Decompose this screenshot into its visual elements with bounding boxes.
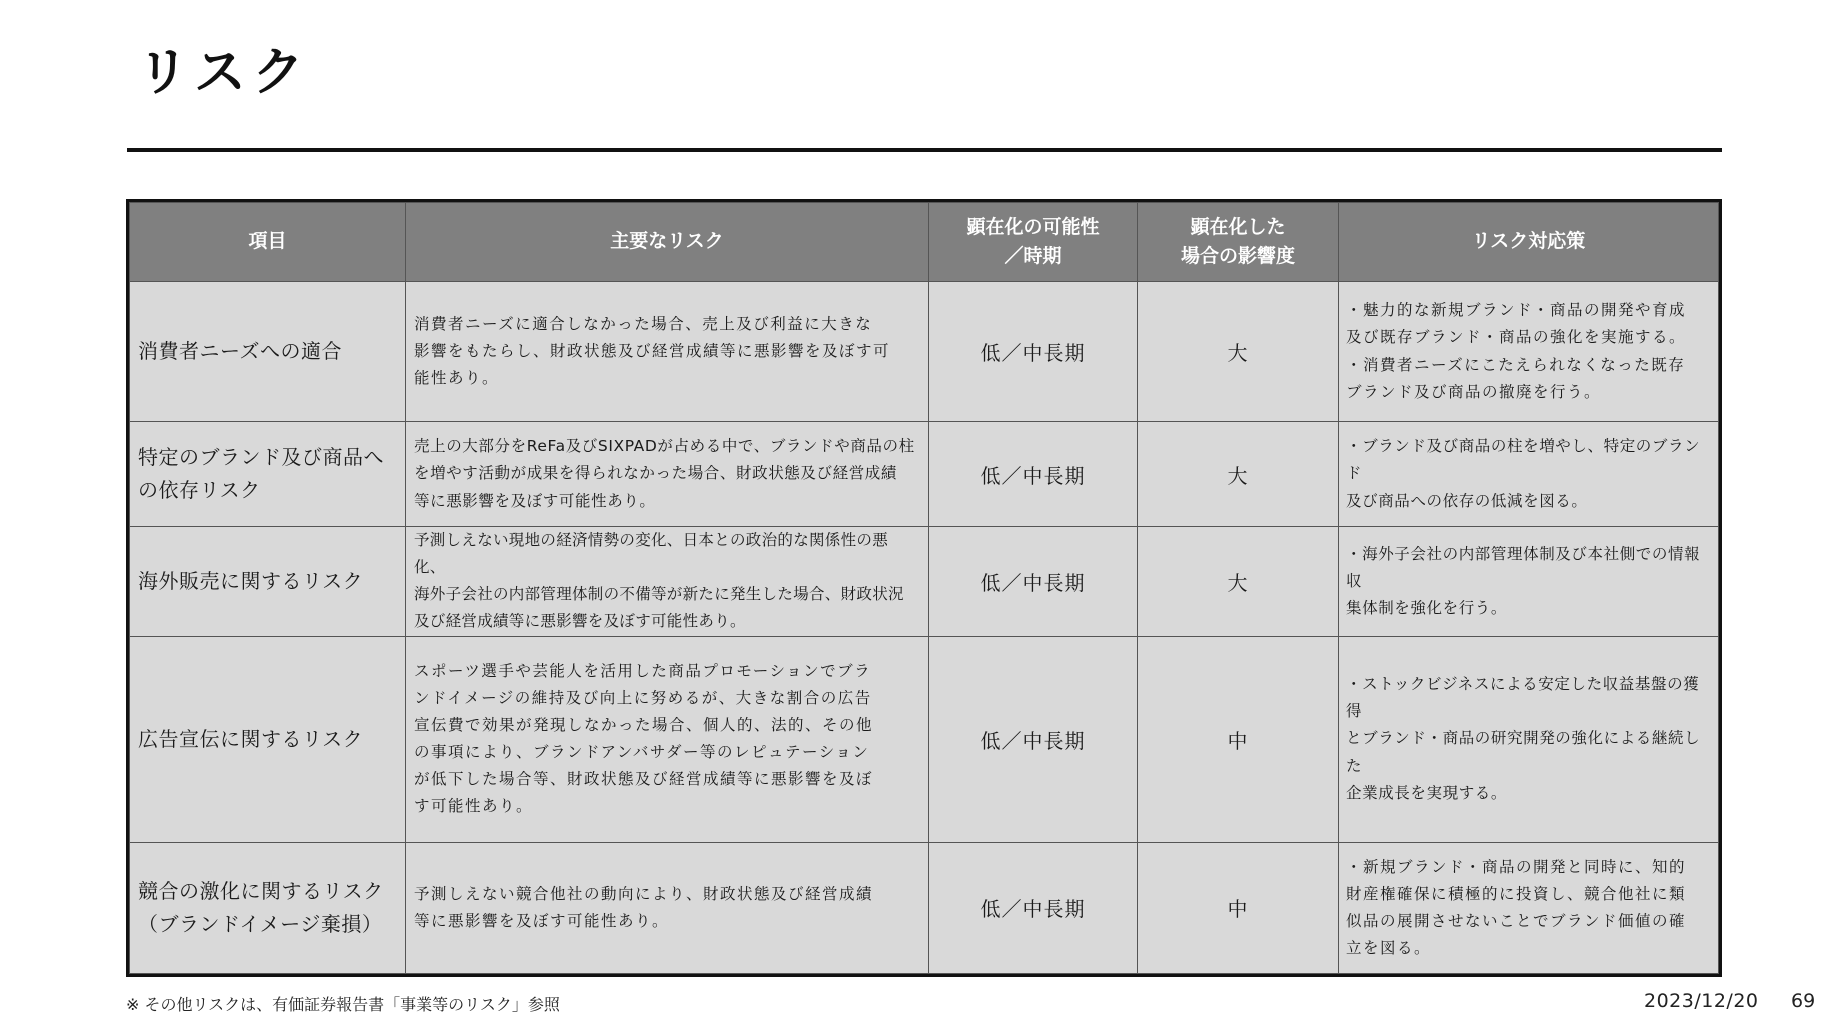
table-row <box>130 282 1719 422</box>
measure-line: ・消費者ニーズにこたえられなくなった既存 <box>1346 355 1686 374</box>
header-likelihood-line: ／時期 <box>1004 245 1062 267</box>
header-risk: 主要なリスク <box>406 203 929 282</box>
cell-item <box>130 422 406 527</box>
header-likelihood <box>929 203 1138 282</box>
header-impact <box>1138 203 1339 282</box>
cell-impact: 中 <box>1138 636 1339 842</box>
risk-table-container <box>126 199 1722 977</box>
slide-date: 2023/12/20 <box>1644 990 1759 1012</box>
risk-line: 予測しえない競合他社の動向により、財政状態及び経営成績 <box>414 884 874 903</box>
item-line: 海外販売に関するリスク <box>138 568 364 593</box>
measure-line: ・海外子会社の内部管理体制及び本社側での情報収 <box>1346 544 1701 590</box>
item-line: （ブランドイメージ棄損） <box>138 911 383 936</box>
cell-risk <box>406 636 929 842</box>
measure-line: ブランド及び商品の撤廃を行う。 <box>1346 382 1602 401</box>
header-likelihood-line: 顕在化の可能性 <box>966 215 1100 238</box>
table-row <box>130 422 1719 527</box>
measure-line: 企業成長を実現する。 <box>1346 783 1508 802</box>
table-row <box>130 636 1719 842</box>
header-impact-line: 場合の影響度 <box>1180 245 1295 267</box>
risk-line: 能性あり。 <box>414 369 500 388</box>
measure-line: 財産権確保に積極的に投資し、競合他社に類 <box>1346 884 1687 903</box>
cell-likelihood: 低／中長期 <box>929 527 1138 637</box>
measure-line: ・ストックビジネスによる安定した収益基盤の獲得 <box>1346 675 1700 721</box>
table-row <box>130 842 1719 974</box>
cell-measures <box>1339 282 1719 422</box>
measure-line: ・新規ブランド・商品の開発と同時に、知的 <box>1346 857 1687 876</box>
risk-line: 等に悪影響を及ぼす可能性あり。 <box>414 911 670 930</box>
header-measures: リスク対応策 <box>1339 203 1719 282</box>
cell-item <box>130 527 406 637</box>
footnote: ※ その他リスクは、有価証券報告書「事業等のリスク」参照 <box>126 995 560 1014</box>
risk-table-header <box>130 203 1719 282</box>
cell-risk <box>406 282 929 422</box>
measure-line: とブランド・商品の研究開発の強化による継続した <box>1346 729 1701 775</box>
measure-line: ・魅力的な新規ブランド・商品の開発や育成 <box>1346 301 1687 320</box>
risk-table-body <box>130 282 1719 974</box>
risk-line: 海外子会社の内部管理体制の不備等が新たに発生した場合、財政状況 <box>414 585 904 604</box>
risk-line: の事項により、ブランドアンバサダー等のレピュテーション <box>414 743 870 761</box>
item-line: 消費者ニーズへの適合 <box>138 339 342 363</box>
cell-risk <box>406 842 929 974</box>
measure-line: ・ブランド及び商品の柱を増やし、特定のブランド <box>1346 437 1701 483</box>
cell-likelihood: 低／中長期 <box>929 636 1138 842</box>
item-line: 競合の激化に関するリスク <box>138 878 384 903</box>
risk-line: 影響をもたらし、財政状態及び経営成績等に悪影響を及ぼす可 <box>414 341 891 360</box>
cell-item <box>130 636 406 842</box>
item-line: の依存リスク <box>138 478 261 502</box>
cell-measures <box>1339 422 1719 527</box>
risk-table <box>129 202 1719 974</box>
cell-measures <box>1339 842 1719 974</box>
cell-likelihood: 低／中長期 <box>929 422 1138 527</box>
header-item: 項目 <box>130 203 406 282</box>
measure-line: 及び既存ブランド・商品の強化を実施する。 <box>1346 328 1687 347</box>
risk-line: 売上の大部分をReFa及びSIXPADが占める中で、ブランドや商品の柱 <box>414 437 915 456</box>
risk-line: す可能性あり。 <box>414 797 534 816</box>
title-divider <box>127 148 1722 152</box>
item-line: 広告宣伝に関するリスク <box>138 726 364 751</box>
cell-risk <box>406 422 929 527</box>
risk-line: ンドイメージの維持及び向上に努めるが、大きな割合の広告 <box>414 688 872 707</box>
measure-line: 及び商品への依存の低減を図る。 <box>1346 491 1588 510</box>
page-number: 69 <box>1791 990 1816 1012</box>
cell-likelihood: 低／中長期 <box>929 842 1138 974</box>
cell-impact: 大 <box>1138 282 1339 422</box>
risk-line: 消費者ニーズに適合しなかった場合、売上及び利益に大きな <box>414 314 873 333</box>
measure-line: 立を図る。 <box>1346 938 1432 957</box>
measure-line: 集体制を強化を行う。 <box>1346 598 1508 617</box>
risk-line: 及び経営成績等に悪影響を及ぼす可能性あり。 <box>414 612 746 631</box>
risk-line: 等に悪影響を及ぼす可能性あり。 <box>414 491 656 510</box>
cell-measures <box>1339 636 1719 842</box>
risk-line: を増やす活動が成果を得られなかった場合、財政状態及び経営成績 <box>414 464 898 483</box>
cell-likelihood: 低／中長期 <box>929 282 1138 422</box>
header-row <box>130 203 1719 282</box>
cell-measures <box>1339 527 1719 637</box>
page-title: リスク <box>137 43 310 103</box>
cell-risk <box>406 527 929 637</box>
cell-impact: 大 <box>1138 422 1339 527</box>
item-line: 特定のブランド及び商品へ <box>138 445 384 469</box>
cell-impact: 中 <box>1138 842 1339 974</box>
risk-line: 宣伝費で効果が発現しなかった場合、個人的、法的、その他 <box>414 715 874 734</box>
cell-item <box>130 282 406 422</box>
measure-line: 似品の展開させないことでブランド価値の確 <box>1346 911 1687 930</box>
risk-line: が低下した場合等、財政状態及び経営成績等に悪影響を及ぼ <box>414 770 874 789</box>
header-impact-line: 顕在化した <box>1190 215 1286 238</box>
cell-item <box>130 842 406 974</box>
cell-impact: 大 <box>1138 527 1339 637</box>
risk-line: スポーツ選手や芸能人を活用した商品プロモーションでブラ <box>414 661 872 680</box>
risk-line: 予測しえない現地の経済情勢の変化、日本との政治的な関係性の悪化、 <box>414 531 889 577</box>
table-row <box>130 527 1719 637</box>
